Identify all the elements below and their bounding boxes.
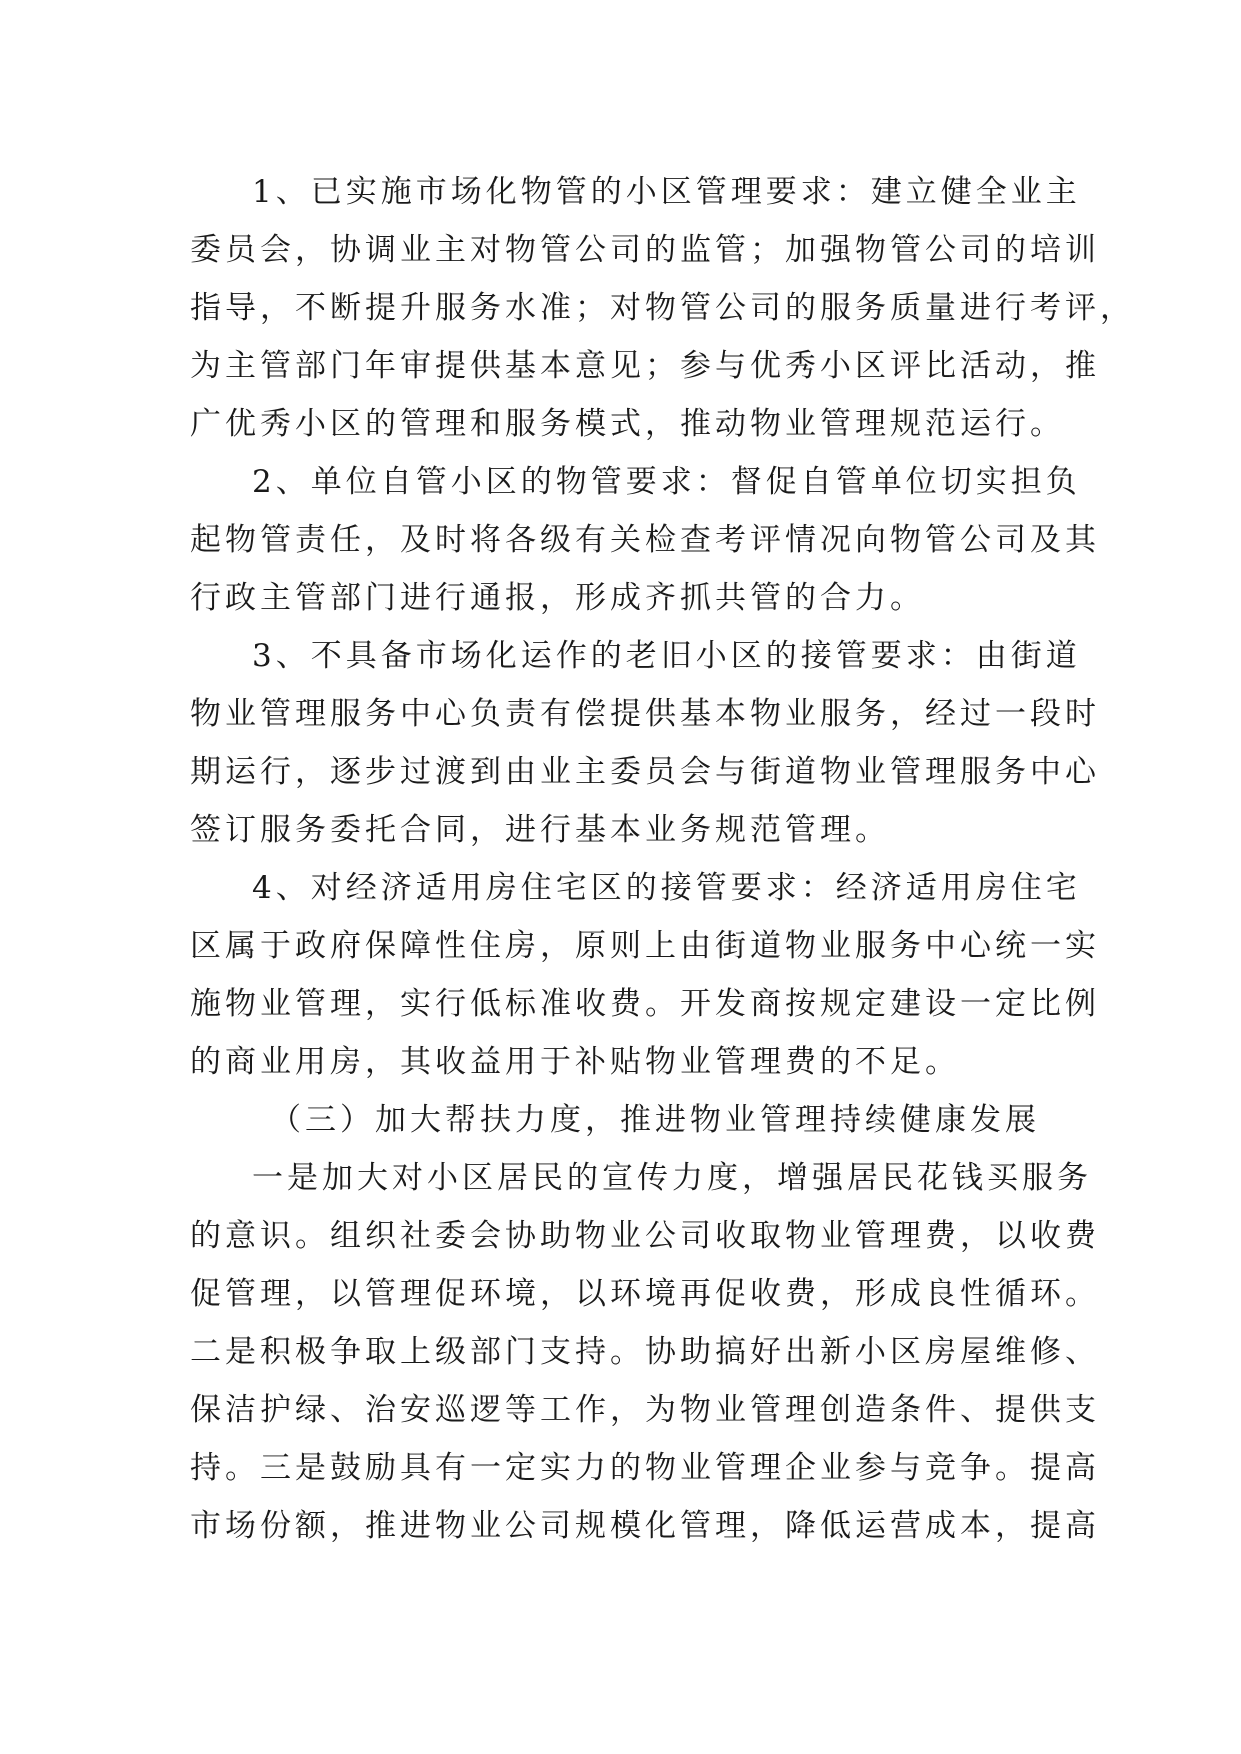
text-line: 广优秀小区的管理和服务模式，推动物业管理规范运行。 [190,406,1065,442]
text-line: 区属于政府保障性住房，原则上由街道物业服务中心统一实 [190,928,1100,964]
text-line: 为主管部门年审提供基本意见；参与优秀小区评比活动，推 [190,348,1100,384]
text-line: 3、不具备市场化运作的老旧小区的接管要求：由街道 [252,638,1081,674]
text-line: 起物管责任，及时将各级有关检查考评情况向物管公司及其 [190,522,1100,558]
section-heading [190,1091,1070,1149]
text-line: 保洁护绿、治安巡逻等工作，为物业管理创造条件、提供支 [190,1392,1100,1428]
text-line: 4、对经济适用房住宅区的接管要求：经济适用房住宅 [252,870,1081,906]
text-line: 行政主管部门进行通报，形成齐抓共管的合力。 [190,580,925,616]
paragraph-item-2 [190,453,1100,627]
text-line: 一是加大对小区居民的宣传力度，增强居民花钱买服务 [252,1160,1092,1196]
paragraph-section-3-body [190,1149,1100,1555]
text-line: 施物业管理，实行低标准收费。开发商按规定建设一定比例 [190,986,1100,1022]
text-line: 1、已实施市场化物管的小区管理要求：建立健全业主 [252,174,1081,210]
text-line: 签订服务委托合同，进行基本业务规范管理。 [190,812,890,848]
text-line: 委员会，协调业主对物管公司的监管；加强物管公司的培训 [190,232,1100,268]
section-heading-text: （三）加大帮扶力度，推进物业管理持续健康发展 [270,1102,1040,1138]
text-line: 物业管理服务中心负责有偿提供基本物业服务，经过一段时 [190,696,1100,732]
text-line: 持。三是鼓励具有一定实力的物业管理企业参与竞争。提高 [190,1450,1100,1486]
text-line: 促管理，以管理促环境，以环境再促收费，形成良性循环。 [190,1276,1100,1312]
text-line: 的商业用房，其收益用于补贴物业管理费的不足。 [190,1044,960,1080]
document-body [190,163,1135,1555]
text-line: 期运行，逐步过渡到由业主委员会与街道物业管理服务中心 [190,754,1100,790]
paragraph-item-4 [190,859,1100,1091]
text-line: 二是积极争取上级部门支持。协助搞好出新小区房屋维修、 [190,1334,1100,1370]
paragraph-item-1 [190,163,1135,453]
text-line: 的意识。组织社委会协助物业公司收取物业管理费，以收费 [190,1218,1100,1254]
text-line: 指导，不断提升服务水准；对物管公司的服务质量进行考评， [190,290,1135,326]
text-line: 市场份额，推进物业公司规模化管理，降低运营成本，提高 [190,1508,1100,1544]
text-line: 2、单位自管小区的物管要求：督促自管单位切实担负 [252,464,1081,500]
paragraph-item-3 [190,627,1100,859]
